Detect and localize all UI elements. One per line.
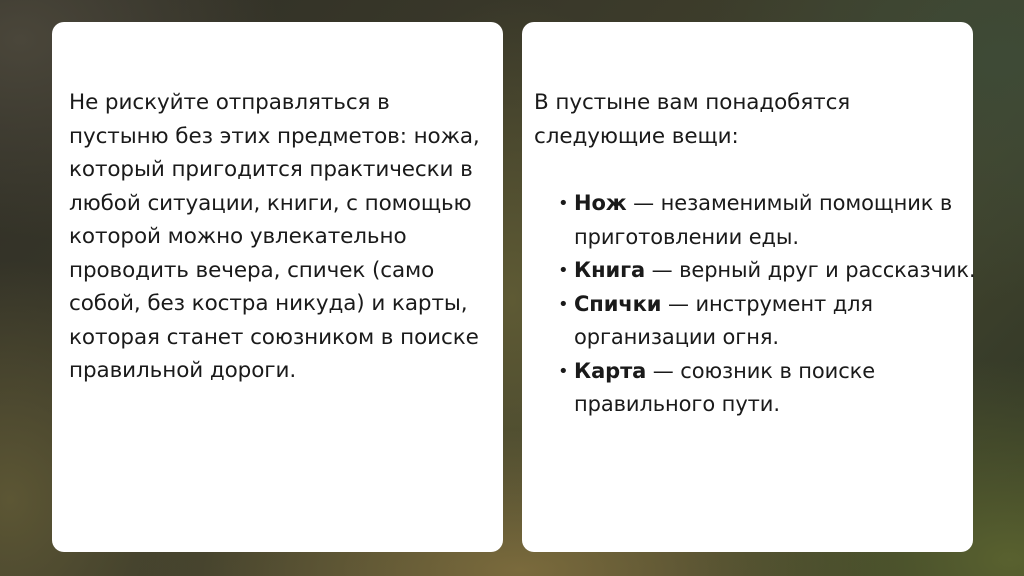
item-description: — инструмент для организации огня. — [574, 291, 873, 349]
item-term: Нож — [574, 191, 627, 215]
list-item — [558, 288, 984, 355]
item-description: — союзник в поиске правильного пути. — [574, 358, 876, 416]
bullet-icon: • — [558, 193, 569, 214]
left-text-card — [52, 22, 503, 552]
item-term: Книга — [574, 258, 646, 282]
bullet-icon: • — [558, 360, 569, 382]
item-description: — верный друг и рассказчик. — [645, 258, 976, 282]
item-term: Спички — [574, 291, 662, 316]
list-item — [558, 187, 984, 254]
bullet-icon: • — [558, 260, 569, 281]
item-term: Карта — [574, 358, 647, 383]
bullet-icon: • — [558, 293, 569, 315]
right-intro-text: В пустыне вам понадобятся следующие вещи: — [534, 90, 851, 149]
left-paragraph: Не рискуйте отправляться в пустыню без этих предметов: ножа, который пригодится практически в любой ситуации, книги, с помощью которой можно увлекательно проводить вечера, спичек (само собой, без костра никуда) и карты, которая станет союзником в поиске правильной дороги. — [69, 90, 480, 383]
items-list — [556, 187, 984, 422]
item-description: — незаменимый помощник в приготовлении еды. — [574, 191, 953, 249]
list-item — [558, 355, 984, 422]
right-list-card — [522, 22, 976, 552]
list-item — [558, 254, 984, 288]
